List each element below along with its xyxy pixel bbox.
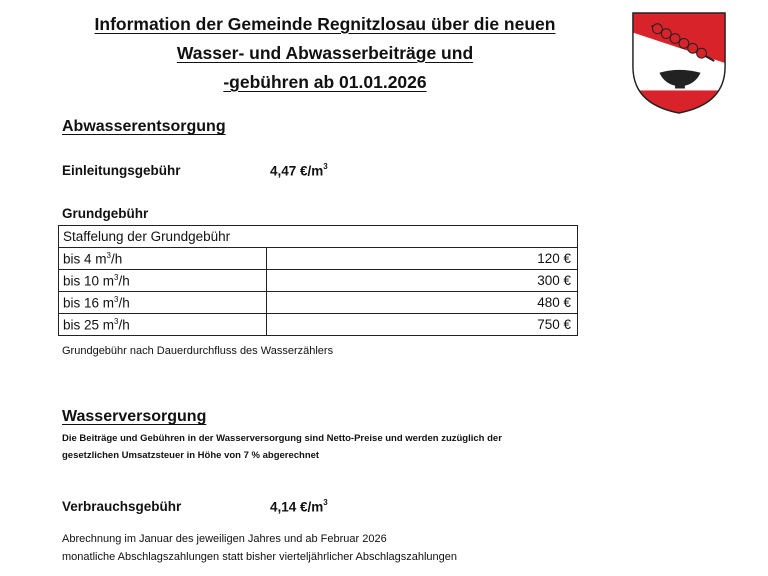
tier-amount: 120 € <box>267 248 578 270</box>
tier-amount: 480 € <box>267 292 578 314</box>
grundgebuehr-table <box>58 225 578 336</box>
table-header-row <box>59 226 578 248</box>
page-title <box>40 10 610 97</box>
tier-amount: 750 € <box>267 314 578 336</box>
title-line-2: Wasser- und Abwasserbeiträge und <box>176 43 474 63</box>
table-row <box>59 292 578 314</box>
billing-note-line-1: Abrechnung im Januar des jeweiligen Jahres und ab Februar 2026 <box>62 533 387 545</box>
tier-label: bis 4 $m^3/h$ <box>59 248 267 270</box>
tax-note <box>62 430 582 464</box>
title-line-1: Information der Gemeinde Regnitzlosau über die neuen <box>94 14 556 34</box>
coat-of-arms-icon <box>630 10 728 116</box>
table-row <box>59 314 578 336</box>
einleitung-label: Einleitungsgebühr <box>62 163 181 178</box>
table-row <box>59 248 578 270</box>
tier-label: bis 16 $m^3/h$ <box>59 292 267 314</box>
title-line-3: -gebühren ab 01.01.2026 <box>223 72 427 92</box>
tier-label: bis 10 $m^3/h$ <box>59 270 267 292</box>
grundgebuehr-heading: Grundgebühr <box>62 206 149 221</box>
einleitung-value: 4,47 $€/m^3$ <box>270 162 328 179</box>
grundgebuehr-note: Grundgebühr nach Dauerdurchfluss des Wasserzählers <box>62 345 334 357</box>
tier-amount: 300 € <box>267 270 578 292</box>
billing-note-line-2: monatliche Abschlagszahlungen statt bisher vierteljährlicher Abschlagszahlungen <box>62 551 458 563</box>
verbrauch-label: Verbrauchsgebühr <box>62 499 182 514</box>
verbrauch-value: 4,14 $€/m^3$ <box>270 498 328 515</box>
section-heading-abwasser: Abwasserentsorgung <box>62 118 226 135</box>
section-heading-wasser: Wasserversorgung <box>62 408 207 425</box>
tax-note-line-1: Die Beiträge und Gebühren in der Wasserversorgung sind Netto-Preise und werden zuzüglich der <box>62 433 502 444</box>
tier-label: bis 25 $m^3/h$ <box>59 314 267 336</box>
table-header: Staffelung der Grundgebühr <box>59 226 578 248</box>
tax-note-line-2: gesetzlichen Umsatzsteuer in Höhe von 7 % abgerechnet <box>62 450 320 461</box>
table-row <box>59 270 578 292</box>
